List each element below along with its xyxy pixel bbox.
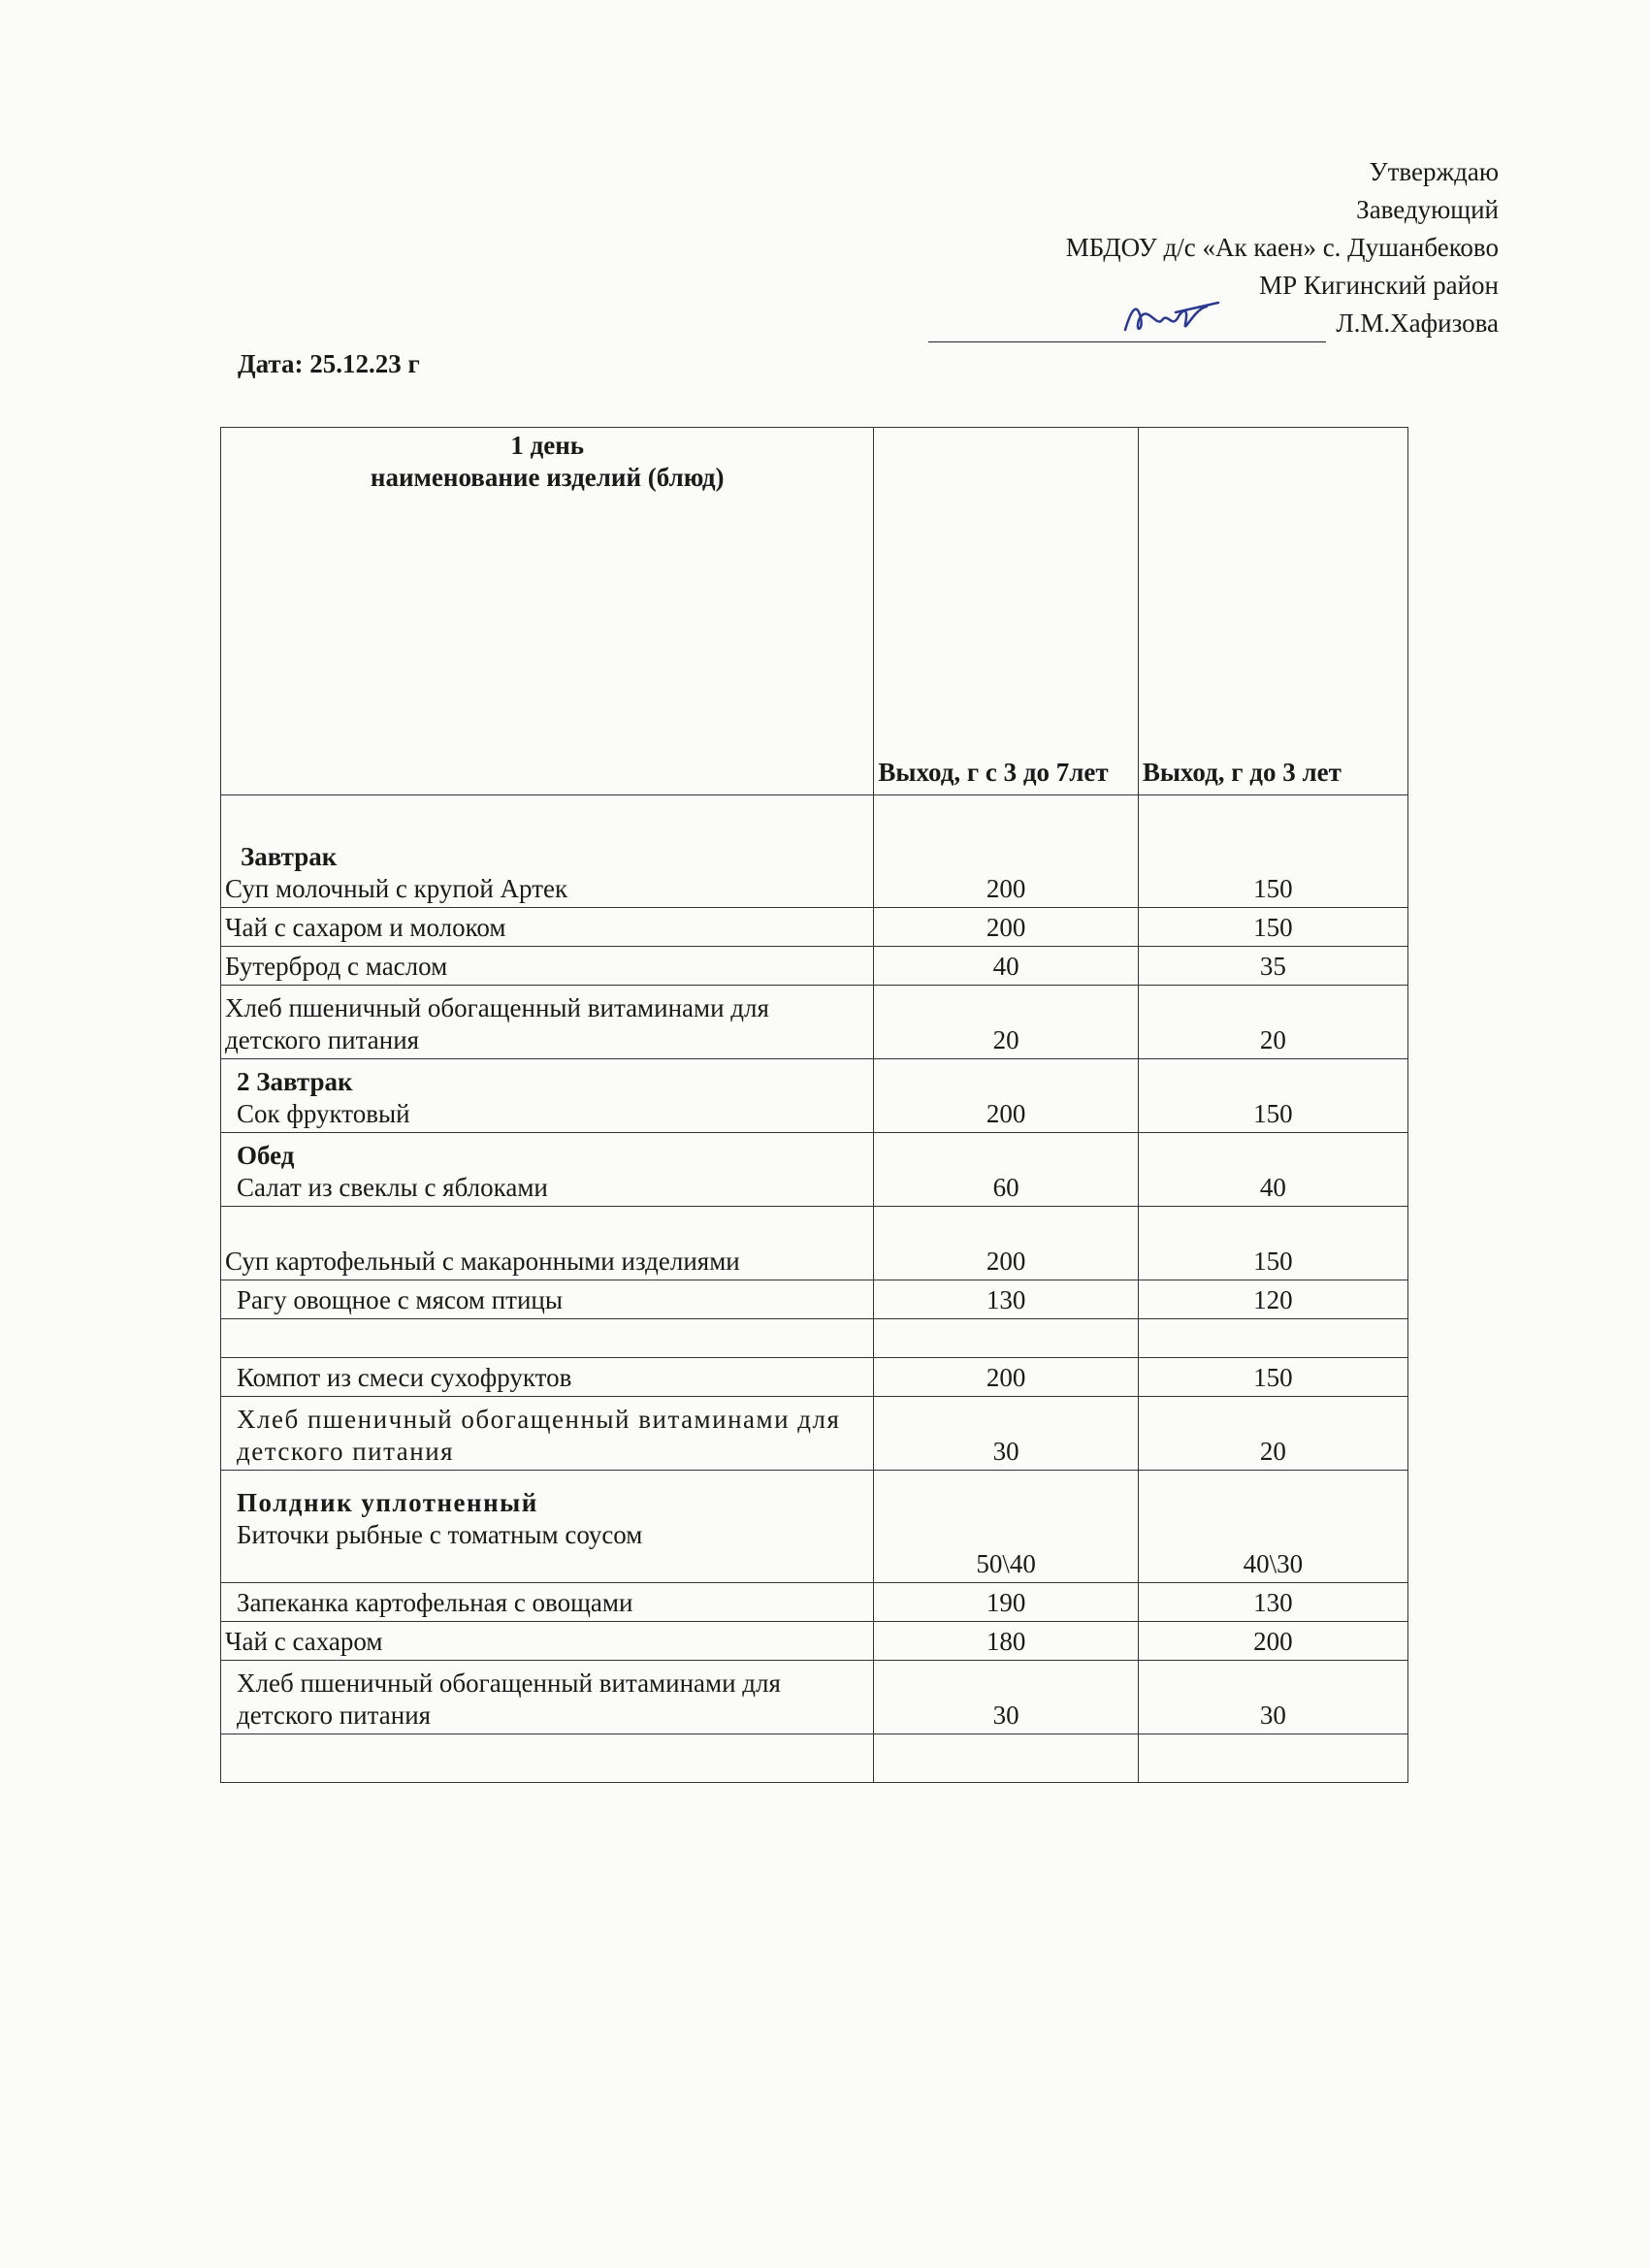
dish-name: Рагу овощное с мясом птицы <box>221 1280 874 1319</box>
header-name: наименование изделий (блюд) <box>370 463 725 492</box>
dish-name <box>221 1734 874 1783</box>
value-under-3: 40 <box>1138 1133 1407 1207</box>
menu-table <box>220 427 1408 1783</box>
table-row <box>221 1358 1408 1397</box>
dish-name: Хлеб пшеничный обогащенный витаминами для детского питания <box>221 1397 874 1471</box>
approval-district: МР Кигинский район <box>1259 271 1499 300</box>
meal-label: Обед <box>237 1141 295 1170</box>
value-under-3: 150 <box>1138 1207 1407 1280</box>
table-row <box>221 986 1408 1059</box>
value-under-3: 20 <box>1138 1397 1407 1471</box>
value-3-7: 200 <box>874 1358 1138 1397</box>
value-under-3: 40\30 <box>1138 1471 1407 1583</box>
approval-block <box>928 153 1499 342</box>
value-3-7 <box>874 1319 1138 1358</box>
dish-name: Суп молочный с крупой Артек <box>225 874 568 903</box>
value-3-7: 180 <box>874 1622 1138 1661</box>
value-3-7: 130 <box>874 1280 1138 1319</box>
date-line <box>238 349 420 379</box>
dish-name: Чай с сахаром <box>221 1622 874 1661</box>
value-3-7: 40 <box>874 947 1138 986</box>
value-under-3: 120 <box>1138 1280 1407 1319</box>
value-3-7: 200 <box>874 1207 1138 1280</box>
dish-name <box>221 1319 874 1358</box>
value-3-7: 20 <box>874 986 1138 1059</box>
table-row <box>221 1280 1408 1319</box>
meal-label: Завтрак <box>241 842 338 871</box>
value-under-3: 130 <box>1138 1583 1407 1622</box>
value-under-3: 30 <box>1138 1661 1407 1734</box>
table-row <box>221 1583 1408 1622</box>
value-3-7 <box>874 1734 1138 1783</box>
value-under-3 <box>1138 1734 1407 1783</box>
value-3-7: 200 <box>874 908 1138 947</box>
handwritten-signature <box>1117 291 1224 344</box>
approval-organization: МБДОУ д/с «Ак каен» с. Душанбеково <box>1065 233 1499 262</box>
date-value: 25.12.23 г <box>309 349 420 378</box>
meal-label: Полдник уплотненный <box>237 1488 538 1517</box>
table-row <box>221 908 1408 947</box>
approval-position: Заведующий <box>1356 195 1499 224</box>
table-row <box>221 1622 1408 1661</box>
value-under-3: 150 <box>1138 795 1407 908</box>
value-3-7: 30 <box>874 1661 1138 1734</box>
signer-name: Л.М.Хафизова <box>1336 308 1499 338</box>
dish-name: Салат из свеклы с яблоками <box>237 1173 548 1202</box>
table-row <box>221 947 1408 986</box>
dish-name: Сок фруктовый <box>237 1099 410 1128</box>
value-3-7: 30 <box>874 1397 1138 1471</box>
date-label: Дата: <box>238 349 304 378</box>
header-col2: Выход, г с 3 до 7лет <box>874 428 1138 795</box>
value-3-7: 50\40 <box>874 1471 1138 1583</box>
value-3-7: 60 <box>874 1133 1138 1207</box>
table-row <box>221 1133 1408 1207</box>
value-under-3: 35 <box>1138 947 1407 986</box>
dish-name: Бутерброд с маслом <box>221 947 874 986</box>
table-header-row <box>221 428 1408 795</box>
table-row <box>221 1207 1408 1280</box>
dish-name: Биточки рыбные с томатным соусом <box>237 1520 643 1549</box>
signature-underline <box>928 312 1326 342</box>
dish-name: Компот из смеси сухофруктов <box>221 1358 874 1397</box>
header-name-cell <box>221 428 874 795</box>
meal-label: 2 Завтрак <box>237 1067 353 1096</box>
table-row <box>221 1059 1408 1133</box>
dish-name: Суп картофельный с макаронными изделиями <box>221 1207 874 1280</box>
dish-name: Хлеб пшеничный обогащенный витаминами для детского питания <box>221 1661 874 1734</box>
header-col3: Выход, г до 3 лет <box>1138 428 1407 795</box>
value-under-3 <box>1138 1319 1407 1358</box>
table-row-empty <box>221 1734 1408 1783</box>
value-under-3: 150 <box>1138 1059 1407 1133</box>
dish-name: Запеканка картофельная с овощами <box>221 1583 874 1622</box>
table-row <box>221 795 1408 908</box>
value-3-7: 200 <box>874 1059 1138 1133</box>
value-under-3: 150 <box>1138 1358 1407 1397</box>
value-under-3: 20 <box>1138 986 1407 1059</box>
value-3-7: 200 <box>874 795 1138 908</box>
signature-line <box>928 305 1499 342</box>
dish-name: Хлеб пшеничный обогащенный витаминами для детского питания <box>221 986 874 1059</box>
value-3-7: 190 <box>874 1583 1138 1622</box>
table-row-empty <box>221 1319 1408 1358</box>
dish-name: Чай с сахаром и молоком <box>221 908 874 947</box>
header-day: 1 день <box>510 431 585 460</box>
value-under-3: 150 <box>1138 908 1407 947</box>
value-under-3: 200 <box>1138 1622 1407 1661</box>
table-row <box>221 1661 1408 1734</box>
table-row <box>221 1397 1408 1471</box>
approval-title: Утверждаю <box>1369 157 1499 186</box>
table-row <box>221 1471 1408 1583</box>
